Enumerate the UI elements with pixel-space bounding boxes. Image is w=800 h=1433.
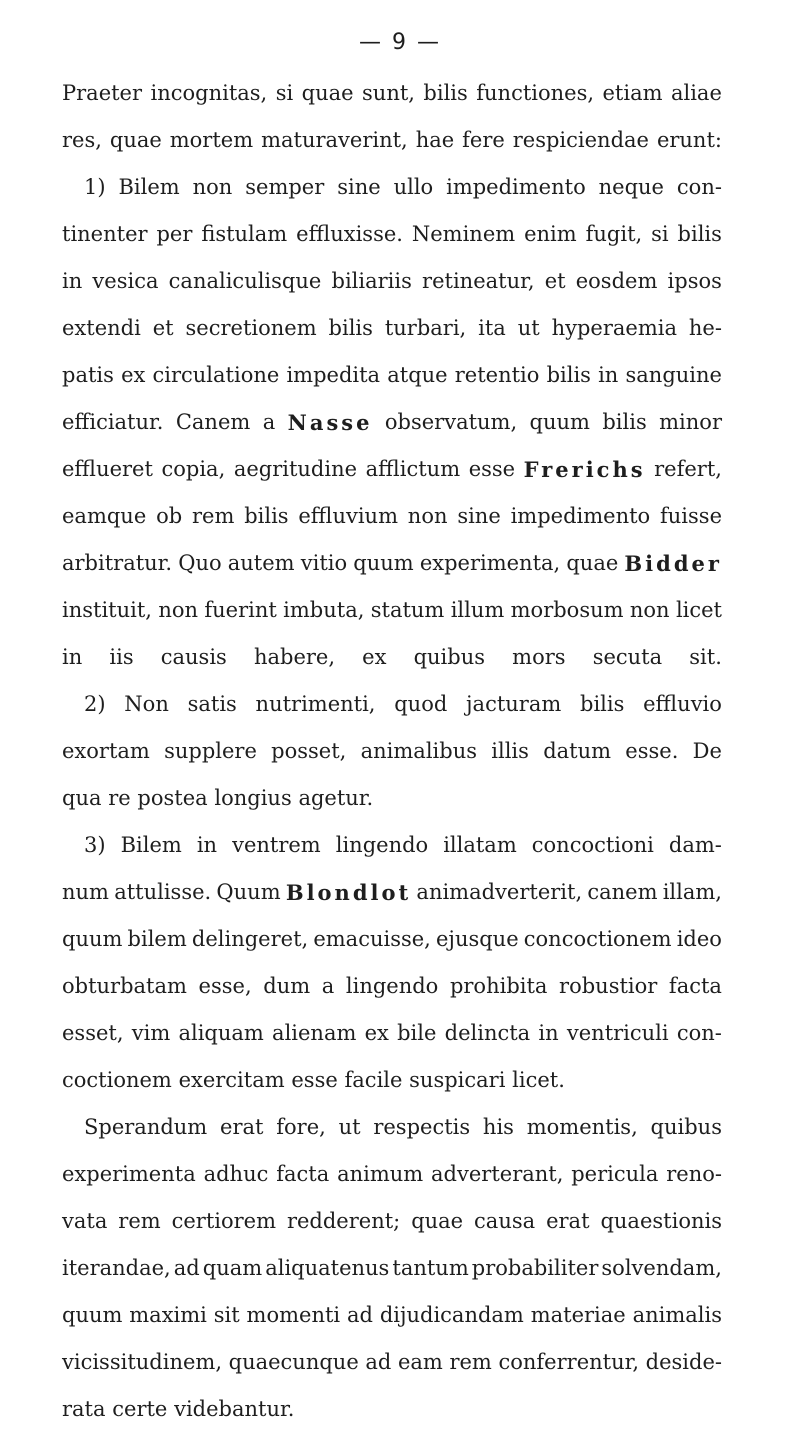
word: Praeter <box>62 81 143 105</box>
word: delincta <box>444 1021 531 1045</box>
text-line <box>62 493 722 540</box>
word: robustior <box>559 974 658 998</box>
word: exortam <box>62 739 150 763</box>
word: si <box>275 81 294 105</box>
word: bilis <box>677 222 722 246</box>
word: vesica <box>92 269 159 293</box>
word: animalibus <box>360 739 477 763</box>
word: licet <box>675 598 722 622</box>
text-line <box>62 399 722 446</box>
word: aliquam <box>178 1021 264 1045</box>
word: et <box>544 269 566 293</box>
word: ipsos <box>667 269 722 293</box>
text-line <box>62 587 722 634</box>
word: ex <box>364 1021 389 1045</box>
word: quae <box>411 1209 464 1233</box>
word: morbosum <box>510 598 624 622</box>
word: Blondlot <box>285 880 412 905</box>
word: res, <box>62 128 102 152</box>
word: delingeret, <box>191 927 309 951</box>
word: in <box>196 833 218 857</box>
word: respiciendae <box>512 128 649 152</box>
word: pericula <box>571 1162 659 1186</box>
word: et <box>152 316 174 340</box>
word: in <box>62 269 83 293</box>
word: deside- <box>645 1350 722 1374</box>
word: ejusque <box>436 927 519 951</box>
word: atque <box>387 363 448 387</box>
word: enim <box>524 222 577 246</box>
word: ita <box>478 316 506 340</box>
word: bile <box>397 1021 437 1045</box>
word: ex <box>121 363 146 387</box>
word: sine <box>457 504 501 528</box>
word: supplere <box>164 739 257 763</box>
word: coctionem <box>62 1068 172 1092</box>
word: alienam <box>272 1021 357 1045</box>
word: non <box>192 175 233 199</box>
word: Neminem <box>411 222 516 246</box>
word: De <box>692 739 722 763</box>
text-line <box>62 963 722 1010</box>
text-line <box>62 634 722 681</box>
word: ventriculi <box>566 1021 669 1045</box>
word: illis <box>491 739 529 763</box>
body-text <box>62 70 722 1433</box>
paragraph <box>62 681 722 822</box>
word: datum <box>543 739 612 763</box>
word: effluxisse. <box>296 222 403 246</box>
word: semper <box>245 175 325 199</box>
word: maturaverint, <box>261 128 408 152</box>
word: materiae <box>530 1303 626 1327</box>
word: Canem <box>175 410 251 434</box>
word: Non <box>124 692 169 716</box>
paragraph <box>62 822 722 1104</box>
word: secretionem <box>185 316 317 340</box>
text-line <box>62 1292 722 1339</box>
word: non <box>158 598 199 622</box>
word: concoctionem <box>523 927 672 951</box>
word: ad <box>173 1256 200 1280</box>
word: impedimento <box>446 175 586 199</box>
word: sit. <box>689 645 722 669</box>
word: fistulam <box>201 222 288 246</box>
word: bilis <box>546 363 591 387</box>
word: iterandae, <box>62 1256 171 1280</box>
word: respectis <box>373 1115 471 1139</box>
word: retineatur, <box>422 269 535 293</box>
word: refert, <box>654 457 722 481</box>
text-line <box>62 1010 722 1057</box>
text-line <box>62 1386 722 1433</box>
paragraph <box>62 164 722 681</box>
word: longius <box>214 786 292 810</box>
text-line <box>62 1151 722 1198</box>
word: bilem <box>127 927 187 951</box>
word: canem <box>587 880 658 904</box>
paragraph <box>62 1104 722 1433</box>
text-line <box>62 1057 722 1104</box>
word: num <box>62 880 109 904</box>
text-line <box>62 70 722 117</box>
word: retentio <box>454 363 540 387</box>
word: etiam <box>602 81 663 105</box>
word: quae <box>566 551 619 575</box>
word: quibus <box>650 1115 722 1139</box>
word: dum <box>263 974 311 998</box>
word: experimenta, <box>419 551 561 575</box>
word: ventrem <box>232 833 321 857</box>
word: bilis <box>328 316 373 340</box>
word: ideo <box>676 927 722 951</box>
word: qua <box>62 786 102 810</box>
word: aegritudine <box>233 457 358 481</box>
word: per <box>156 222 193 246</box>
word: quibus <box>413 645 486 669</box>
text-line <box>62 1339 722 1386</box>
word: emacuisse, <box>313 927 431 951</box>
word: lingendo <box>345 974 439 998</box>
word: tinenter <box>62 222 148 246</box>
word: rata <box>62 1397 106 1421</box>
word: rem <box>118 1209 161 1233</box>
word: esset, <box>62 1021 124 1045</box>
word: Quum <box>216 880 281 904</box>
word: bilis <box>423 81 468 105</box>
word: momenti <box>246 1303 341 1327</box>
word: adhuc <box>203 1162 269 1186</box>
word: Quo <box>178 551 222 575</box>
word: neque <box>598 175 664 199</box>
word: postea <box>137 786 208 810</box>
word: facile <box>344 1068 403 1092</box>
word: aliae <box>670 81 722 105</box>
word: lingendo <box>335 833 429 857</box>
text-line <box>62 1104 722 1151</box>
word: agetur. <box>298 786 374 810</box>
word: quod <box>394 692 448 716</box>
word: observatum, <box>384 410 518 434</box>
word: fuerint <box>204 598 277 622</box>
word: a <box>321 974 335 998</box>
text-line <box>62 1198 722 1245</box>
word: vicissitudinem, <box>62 1350 222 1374</box>
text-line <box>62 258 722 305</box>
word: biliariis <box>331 269 412 293</box>
word: facta <box>276 1162 330 1186</box>
word: eamque <box>62 504 147 528</box>
word: erat <box>546 1209 590 1233</box>
word: maximi <box>129 1303 207 1327</box>
text-line <box>62 916 722 963</box>
text-line <box>62 117 722 164</box>
word: tantum <box>392 1256 469 1280</box>
word: redderent; <box>286 1209 401 1233</box>
word: exercitam <box>178 1068 285 1092</box>
word: esse <box>291 1068 338 1092</box>
word: esse. <box>625 739 679 763</box>
word: rem <box>191 504 235 528</box>
word: suspicari <box>409 1068 506 1092</box>
word: obturbatam <box>62 974 187 998</box>
word: quam <box>202 1256 263 1280</box>
word: incognitas, <box>150 81 268 105</box>
word: habere, <box>253 645 336 669</box>
text-line <box>62 211 722 258</box>
text-line <box>62 164 722 211</box>
word: eosdem <box>575 269 658 293</box>
word: solvendam, <box>601 1256 722 1280</box>
word: imbuta, <box>283 598 365 622</box>
word: illum <box>450 598 505 622</box>
word: Bilem <box>120 833 182 857</box>
word: fore, <box>276 1115 326 1139</box>
word: impedimento <box>510 504 651 528</box>
word: causis <box>160 645 227 669</box>
word: vitio <box>300 551 348 575</box>
word: minor <box>659 410 722 434</box>
word: illam, <box>662 880 722 904</box>
word: adverterant, <box>431 1162 564 1186</box>
word: in <box>62 645 83 669</box>
word: experimenta <box>62 1162 196 1186</box>
word: a <box>262 410 276 434</box>
word: illatam <box>443 833 517 857</box>
word: quum <box>62 1303 123 1327</box>
word: rem <box>449 1350 492 1374</box>
word: videbantur. <box>174 1397 295 1421</box>
text-line <box>62 540 722 587</box>
text-line <box>62 728 722 775</box>
word: fere <box>462 128 505 152</box>
word: si <box>651 222 669 246</box>
word: jacturam <box>466 692 562 716</box>
word: efficiatur. <box>62 410 164 434</box>
word: hae <box>415 128 455 152</box>
word: circulatione <box>152 363 280 387</box>
text-line <box>62 352 722 399</box>
text-line <box>62 681 722 728</box>
word: re <box>108 786 131 810</box>
word: Nasse <box>287 410 373 435</box>
word: statum <box>370 598 445 622</box>
word: copia, <box>161 457 226 481</box>
word: 2) <box>84 692 106 716</box>
word: Frerichs <box>523 457 646 482</box>
word: erunt: <box>656 128 722 152</box>
word: con- <box>676 1021 722 1045</box>
paragraph <box>62 70 722 164</box>
word: ut <box>517 316 540 340</box>
word: causa <box>474 1209 536 1233</box>
word: sanguine <box>625 363 722 387</box>
word: mortem <box>169 128 254 152</box>
word: concoctioni <box>531 833 654 857</box>
word: 3) <box>84 833 106 857</box>
word: effluvio <box>643 692 722 716</box>
word: dijudicandam <box>379 1303 524 1327</box>
text-line <box>62 446 722 493</box>
word: in <box>598 363 619 387</box>
word: Sperandum <box>84 1115 208 1139</box>
word: eam <box>397 1350 443 1374</box>
word: he- <box>688 316 722 340</box>
word: secuta <box>592 645 663 669</box>
word: turbari, <box>384 316 467 340</box>
word: sine <box>337 175 381 199</box>
word: esse, <box>198 974 252 998</box>
word: attulisse. <box>114 880 212 904</box>
word: bilis <box>602 410 647 434</box>
word: ob <box>156 504 183 528</box>
word: ex <box>362 645 387 669</box>
word: animum <box>337 1162 424 1186</box>
word: quae <box>301 81 354 105</box>
text-line <box>62 775 722 822</box>
word: quum <box>529 410 590 434</box>
word: reno- <box>666 1162 722 1186</box>
word: 1) <box>84 175 106 199</box>
word: satis <box>187 692 237 716</box>
word: momentis, <box>526 1115 638 1139</box>
word: ullo <box>393 175 434 199</box>
word: hyperaemia <box>551 316 677 340</box>
word: conferrentur, <box>498 1350 640 1374</box>
word: prohibita <box>449 974 548 998</box>
word: erat <box>220 1115 264 1139</box>
word: Bilem <box>118 175 180 199</box>
word: vim <box>131 1021 171 1045</box>
word: certe <box>112 1397 168 1421</box>
text-line <box>62 1245 722 1292</box>
page-number: — 9 — <box>359 30 441 55</box>
word: sit <box>213 1303 240 1327</box>
word: aliquatenus <box>265 1256 390 1280</box>
word: quaestionis <box>600 1209 722 1233</box>
word: quum <box>62 927 123 951</box>
word: autem <box>227 551 295 575</box>
word: ut <box>338 1115 361 1139</box>
word: ad <box>365 1350 392 1374</box>
word: probabiliter <box>471 1256 599 1280</box>
text-line <box>62 822 722 869</box>
word: animadverterit, <box>416 880 583 904</box>
word: extendi <box>62 316 141 340</box>
word: quaecunque <box>228 1350 359 1374</box>
word: non <box>407 504 448 528</box>
text-line <box>62 869 722 916</box>
word: facta <box>668 974 722 998</box>
word: functiones, <box>476 81 595 105</box>
word: licet. <box>512 1068 565 1092</box>
word: certiorem <box>171 1209 277 1233</box>
word: arbitratur. <box>62 551 173 575</box>
word: his <box>482 1115 514 1139</box>
word: nutrimenti, <box>255 692 376 716</box>
word: patis <box>62 363 114 387</box>
word: efflueret <box>62 457 153 481</box>
word: afflictum <box>365 457 461 481</box>
word: Bidder <box>624 551 722 576</box>
word: con- <box>676 175 722 199</box>
word: dam- <box>668 833 722 857</box>
word: canaliculisque <box>168 269 322 293</box>
word: bilis <box>244 504 289 528</box>
word: fugit, <box>585 222 643 246</box>
text-line <box>62 305 722 352</box>
word: in <box>538 1021 559 1045</box>
word: esse <box>468 457 516 481</box>
word: quae <box>109 128 162 152</box>
word: non <box>629 598 670 622</box>
word: ad <box>346 1303 373 1327</box>
word: fuisse <box>660 504 722 528</box>
word: bilis <box>580 692 625 716</box>
word: animalis <box>632 1303 722 1327</box>
word: effluvium <box>298 504 398 528</box>
word: posset, <box>271 739 347 763</box>
word: instituit, <box>62 598 152 622</box>
word: impedita <box>286 363 381 387</box>
word: iis <box>109 645 134 669</box>
word: quum <box>353 551 414 575</box>
word: sunt, <box>362 81 415 105</box>
word: vata <box>62 1209 108 1233</box>
word: mors <box>512 645 566 669</box>
